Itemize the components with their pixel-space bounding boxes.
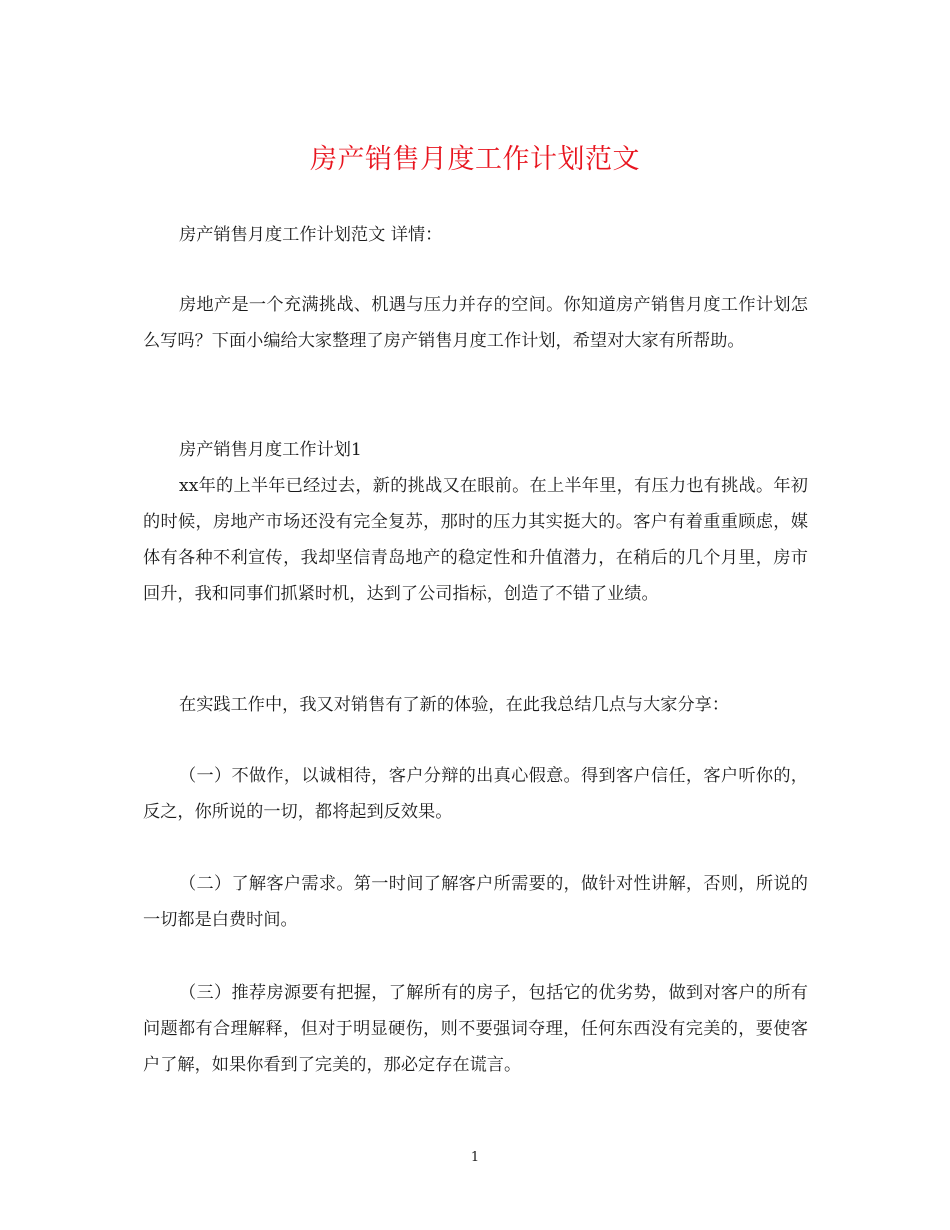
share-intro-paragraph: 在实践工作中，我又对销售有了新的体验，在此我总结几点与大家分享： — [179, 695, 730, 715]
section-heading: 房产销售月度工作计划1 — [179, 440, 362, 460]
list-item: （一）不做作，以诚相待，客户分辩的出真心假意。得到客户信任，客户听你的，反之，你所说的一切，都将起到反效果。 — [143, 766, 808, 822]
intro-line: 房产销售月度工作计划范文 详情： — [179, 225, 443, 245]
description-paragraph: 房地产是一个充满挑战、机遇与压力并存的空间。你知道房产销售月度工作计划怎么写吗？下面小编给大家整理了房产销售月度工作计划，希望对大家有所帮助。 — [143, 295, 808, 351]
list-item: （三）推荐房源要有把握，了解所有的房子，包括它的优劣势，做到对客户的所有问题都有合理解释，但对于明显硬伤，则不要强词夺理，任何东西没有完美的，要使客户了解，如果你看到了完美的，那必定存在谎言。 — [143, 983, 808, 1075]
section-body-paragraph: xx年的上半年已经过去，新的挑战又在眼前。在上半年里，有压力也有挑战。年初的时候，房地产市场还没有完全复苏，那时的压力其实挺大的。客户有着重重顾虑，媒体有各种不利宣传，我却坚信青岛地产的稳定性和升值潜力，在稍后的几个月里，房市回升，我和同事们抓紧时机，达到了公司指标，创造了不错了业绩。 — [143, 476, 808, 604]
page-number: 1 — [470, 1150, 480, 1165]
document-title: 房产销售月度工作计划范文 — [310, 144, 640, 175]
list-item: （二）了解客户需求。第一时间了解客户所需要的，做针对性讲解，否则，所说的一切都是白费时间。 — [143, 874, 808, 930]
